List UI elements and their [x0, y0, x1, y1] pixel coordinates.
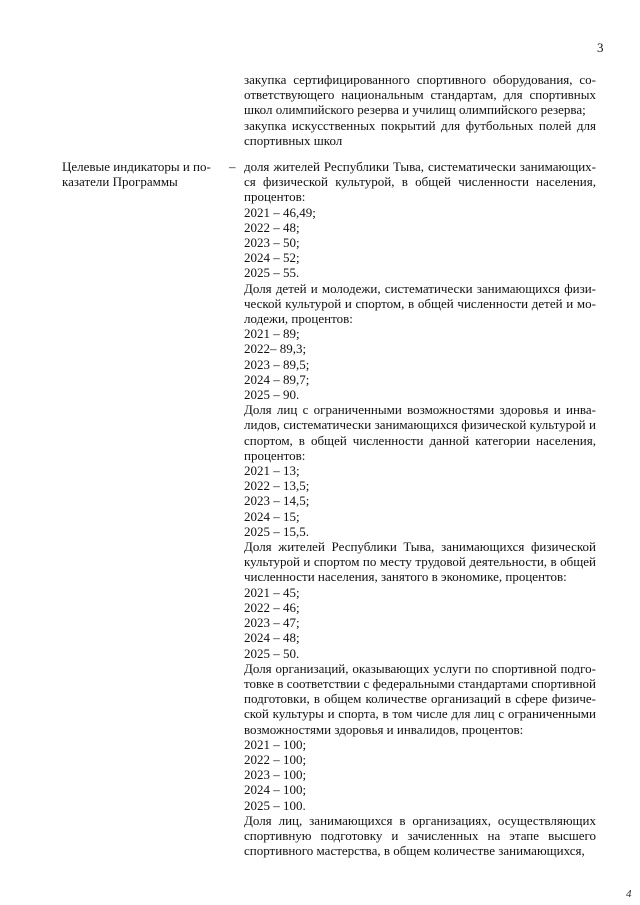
row-label: Целевые индикаторы и по-казатели Программы [62, 159, 211, 190]
indicator-value: 2024 – 89,7; [244, 371, 310, 387]
indicator-block [244, 813, 596, 859]
indicator-text: Доля лиц с ограниченными возможностями здоровья и инва-лидов, систематически занимающихся физической культурой и спортом, в общей численности данной категории населения, процентов: [244, 402, 596, 463]
indicator-values [244, 205, 596, 281]
indicator-text: Доля лиц, занимающихся в организациях, осуществляющих спортивную подготовку и зачисленных на этапе высшего спортивного мастерства, в общем количестве занимающихся, [244, 812, 596, 859]
indicator-text: Доля организаций, оказывающих услуги по спортивной подго-товке в соответствии с федеральными стандартами спортивной подготовки, в общем количестве организаций в сфере физиче-ской культуры и спорта, в том числе для лиц с ограниченными возможностями здоровья и инвалидов, процентов: [244, 660, 596, 737]
indicator-value: 2023 – 50; [244, 235, 300, 251]
indicator-block [244, 281, 596, 403]
indicator-value: 2025 – 15,5. [244, 523, 309, 539]
indicator-values [244, 585, 596, 661]
indicator-value: 2022 – 13,5; [244, 478, 310, 494]
row-dash: – [229, 159, 236, 174]
indicator-block [244, 402, 596, 539]
indicator-value: 2021 – 13; [244, 463, 300, 479]
indicator-value: 2023 – 14,5; [244, 493, 310, 509]
indicators-list [244, 159, 596, 858]
intro-text [244, 72, 596, 148]
indicator-value: 2025 – 100. [244, 797, 306, 813]
indicator-value: 2021 – 46,49; [244, 204, 316, 220]
indicator-block [244, 159, 596, 281]
indicator-value: 2022– 89,3; [244, 341, 307, 357]
indicator-values [244, 463, 596, 539]
indicator-value: 2021 – 100; [244, 736, 307, 752]
indicator-value: 2021 – 89; [244, 326, 300, 342]
indicator-text: Доля детей и молодежи, систематически занимающихся физи-ческой культурой и спортом, в общей численности детей и мо-лодежи, процентов: [244, 280, 596, 327]
indicator-block [244, 661, 596, 813]
indicator-text: доля жителей Республики Тыва, систематически занимающих-ся физической культурой, в общей численности населения, процентов: [244, 159, 596, 205]
indicator-value: 2025 – 50. [244, 645, 300, 661]
indicator-value: 2021 – 45; [244, 584, 300, 600]
indicator-value: 2024 – 52; [244, 250, 300, 266]
indicator-value: 2024 – 15; [244, 508, 300, 524]
indicator-text: Доля жителей Республики Тыва, занимающихся физической культурой и спортом по месту трудовой деятельности, в общей численности населения, занятого в экономике, процентов: [244, 539, 596, 585]
indicator-value: 2025 – 90. [244, 387, 300, 403]
indicator-value: 2025 – 55. [244, 265, 300, 281]
indicator-value: 2023 – 100; [244, 767, 307, 783]
indicator-value: 2024 – 48; [244, 630, 300, 646]
page-number: 3 [597, 40, 604, 55]
indicator-value: 2022 – 46; [244, 599, 300, 615]
indicator-block [244, 539, 596, 661]
indicator-value: 2024 – 100; [244, 782, 307, 798]
intro-line: закупка сертифицированного спортивного оборудования, со-ответствующего национальным стандартам, для спортивных школ олимпийского резерва и училищ олимпийского резерва; [244, 72, 596, 118]
indicator-value: 2023 – 89,5; [244, 356, 310, 372]
intro-line: закупка искусственных покрытий для футбольных полей для спортивных школ [244, 117, 596, 148]
indicator-value: 2022 – 48; [244, 219, 300, 235]
corner-mark: 4 [626, 888, 632, 900]
indicator-values [244, 737, 596, 813]
indicator-value: 2023 – 47; [244, 615, 300, 631]
indicator-values [244, 326, 596, 402]
indicator-value: 2022 – 100; [244, 751, 307, 767]
